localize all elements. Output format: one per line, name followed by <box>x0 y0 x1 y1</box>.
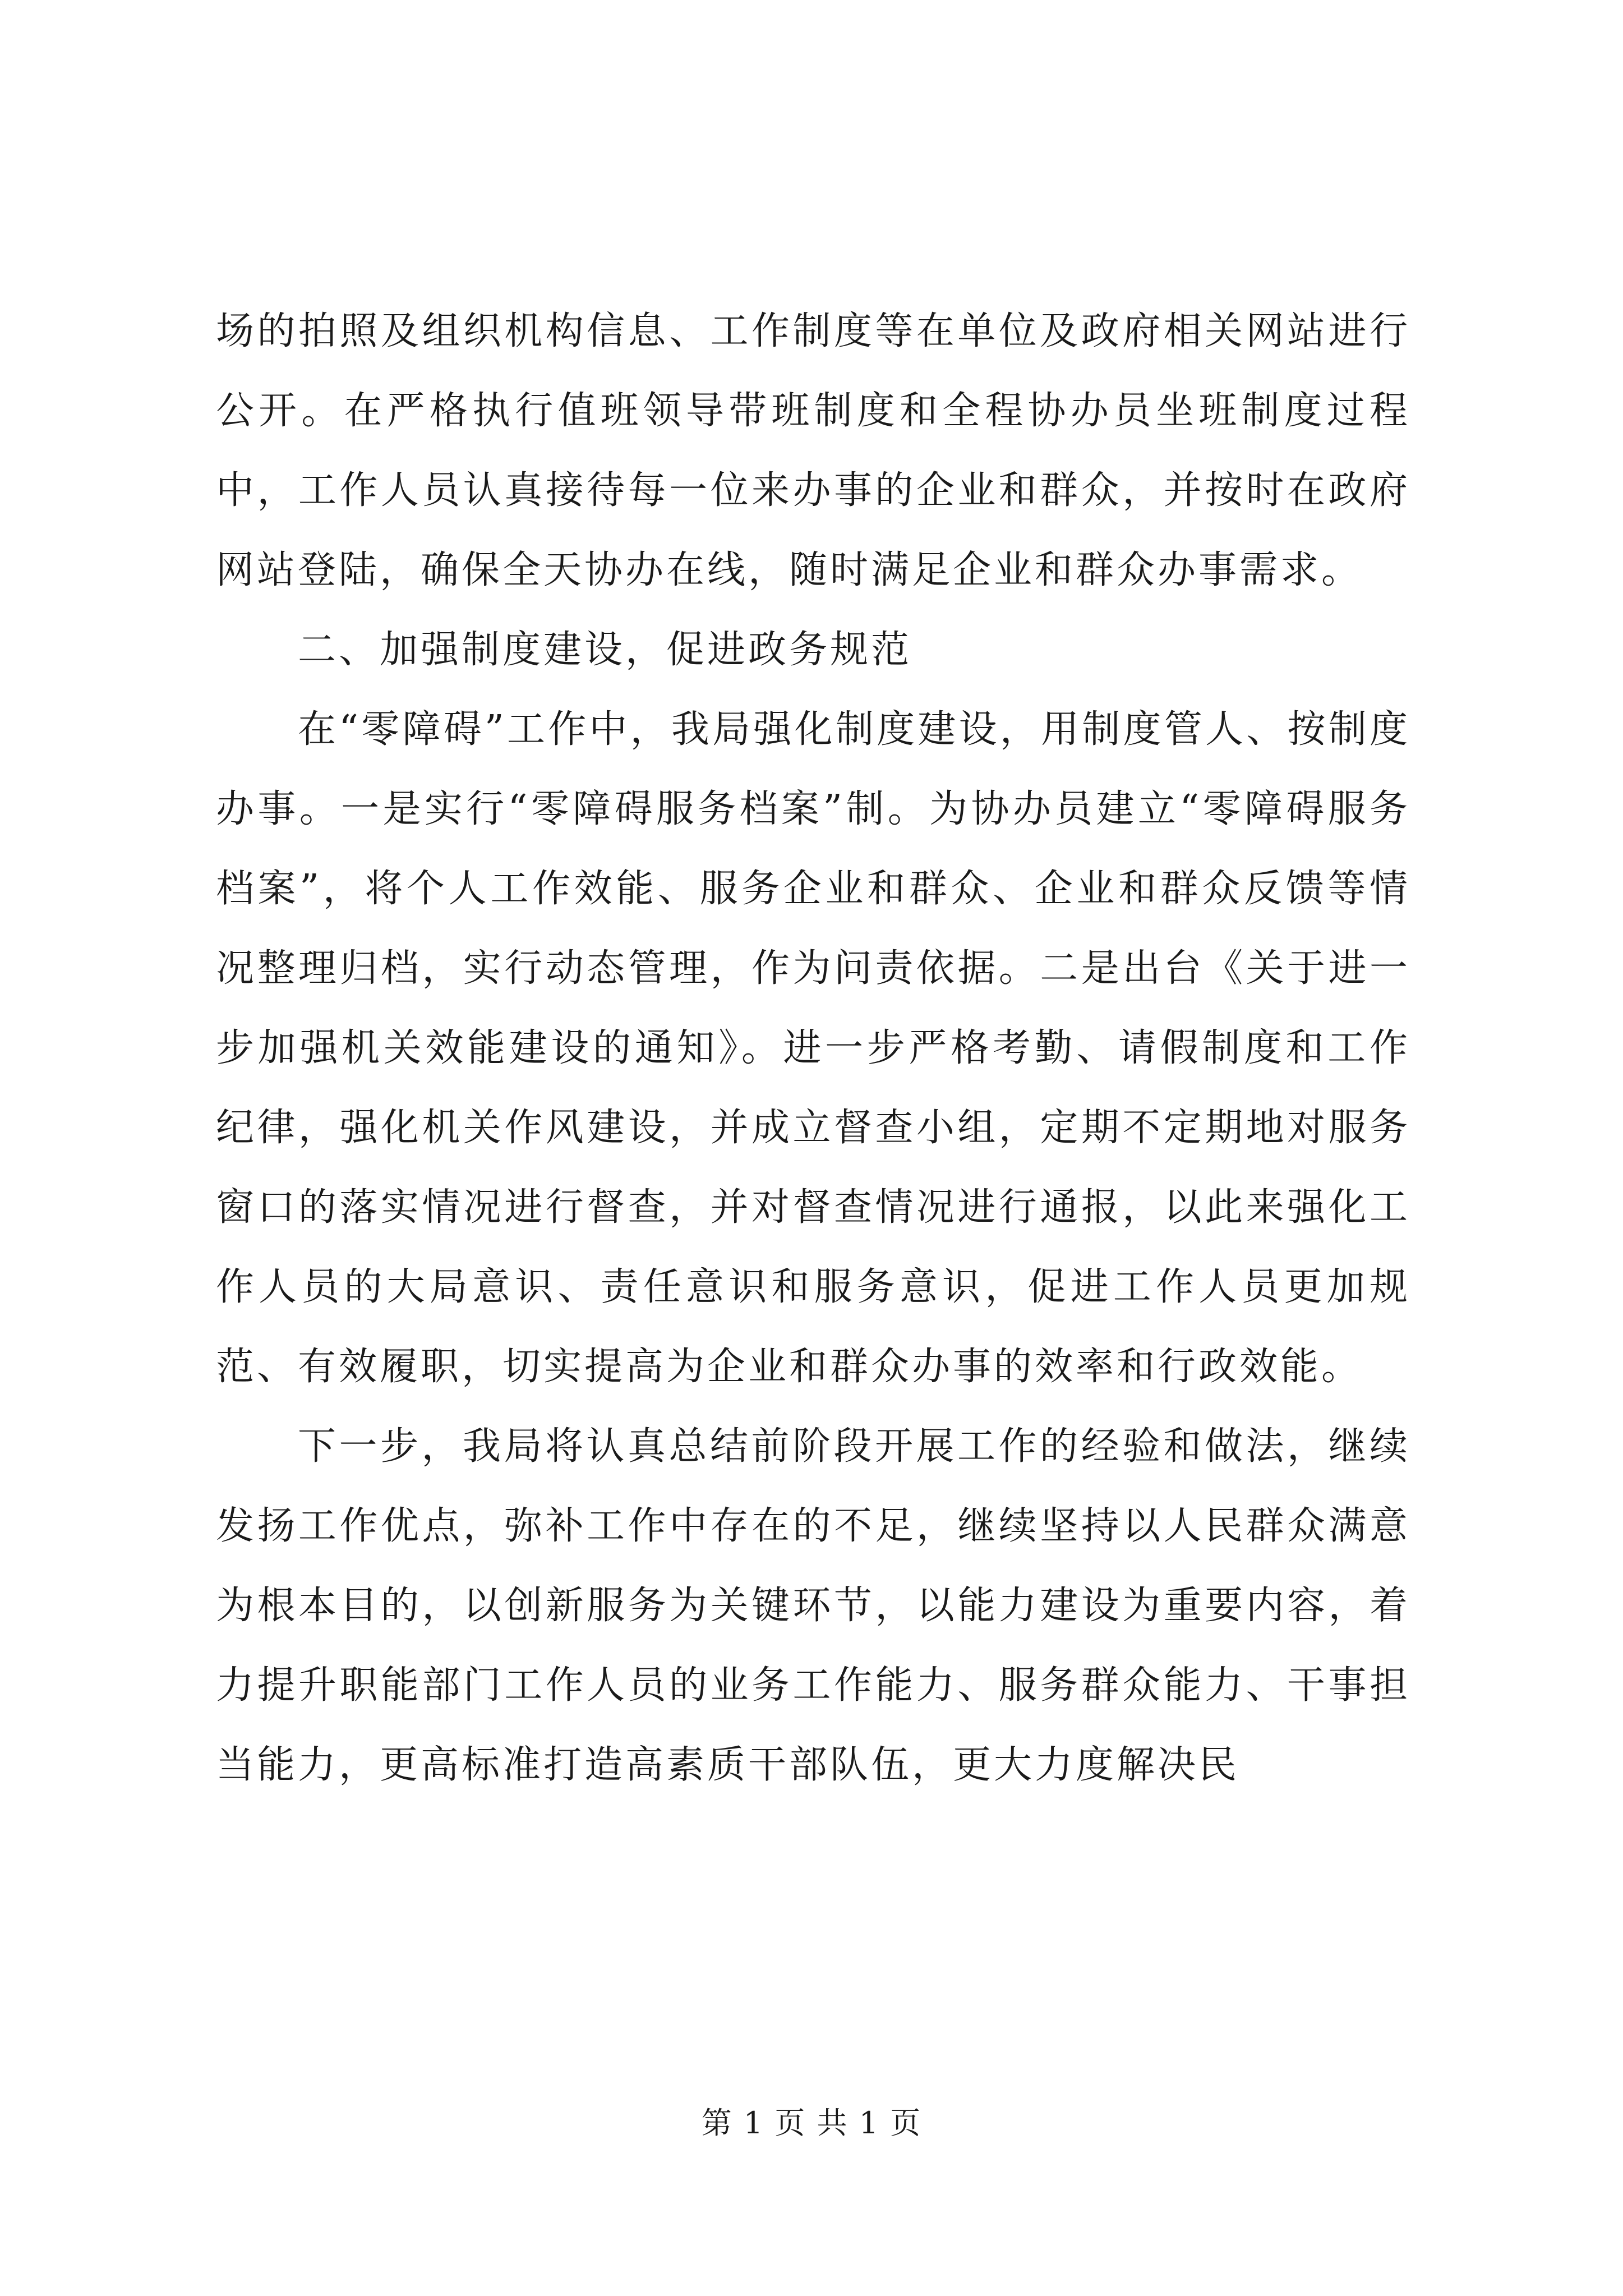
page-footer <box>0 2101 1623 2146</box>
paragraph-continuation: 场的拍照及组织机构信息、工作制度等在单位及政府相关网站进行公开。在严格执行值班领导带班制度和全程协办员坐班制度过程中，工作人员认真接待每一位来办事的企业和群众，并按时在政府网站登陆，确保全天协办在线，随时满足企业和群众办事需求。 <box>216 309 1410 592</box>
document-body <box>216 292 1410 1805</box>
section-heading: 二、加强制度建设，促进政务规范 <box>298 628 912 672</box>
page-number-label: 第 1 页 共 1 页 <box>701 2105 922 2141</box>
paragraph-next-steps: 下一步，我局将认真总结前阶段开展工作的经验和做法，继续发扬工作优点，弥补工作中存在的不足，继续坚持以人民群众满意为根本目的，以创新服务为关键环节，以能力建设为重要内容，着力提升职能部门工作人员的业务工作能力、服务群众能力、干事担当能力，更高标准打造高素质干部队伍，更大力度解决民 <box>216 1424 1410 1787</box>
paragraph-system-building: 在“零障碍”工作中，我局强化制度建设，用制度管人、按制度办事。一是实行“零障碍服务档案”制。为协办员建立“零障碍服务档案”，将个人工作效能、服务企业和群众、企业和群众反馈等情况整理归档，实行动态管理，作为问责依据。二是出台《关于进一步加强机关效能建设的通知》。进一步严格考勤、请假制度和工作纪律，强化机关作风建设，并成立督查小组，定期不定期地对服务窗口的落实情况进行督查，并对督查情况进行通报，以此来强化工作人员的大局意识、责任意识和服务意识，促进工作人员更加规范、有效履职，切实提高为企业和群众办事的效率和行政效能。 <box>216 707 1410 1389</box>
